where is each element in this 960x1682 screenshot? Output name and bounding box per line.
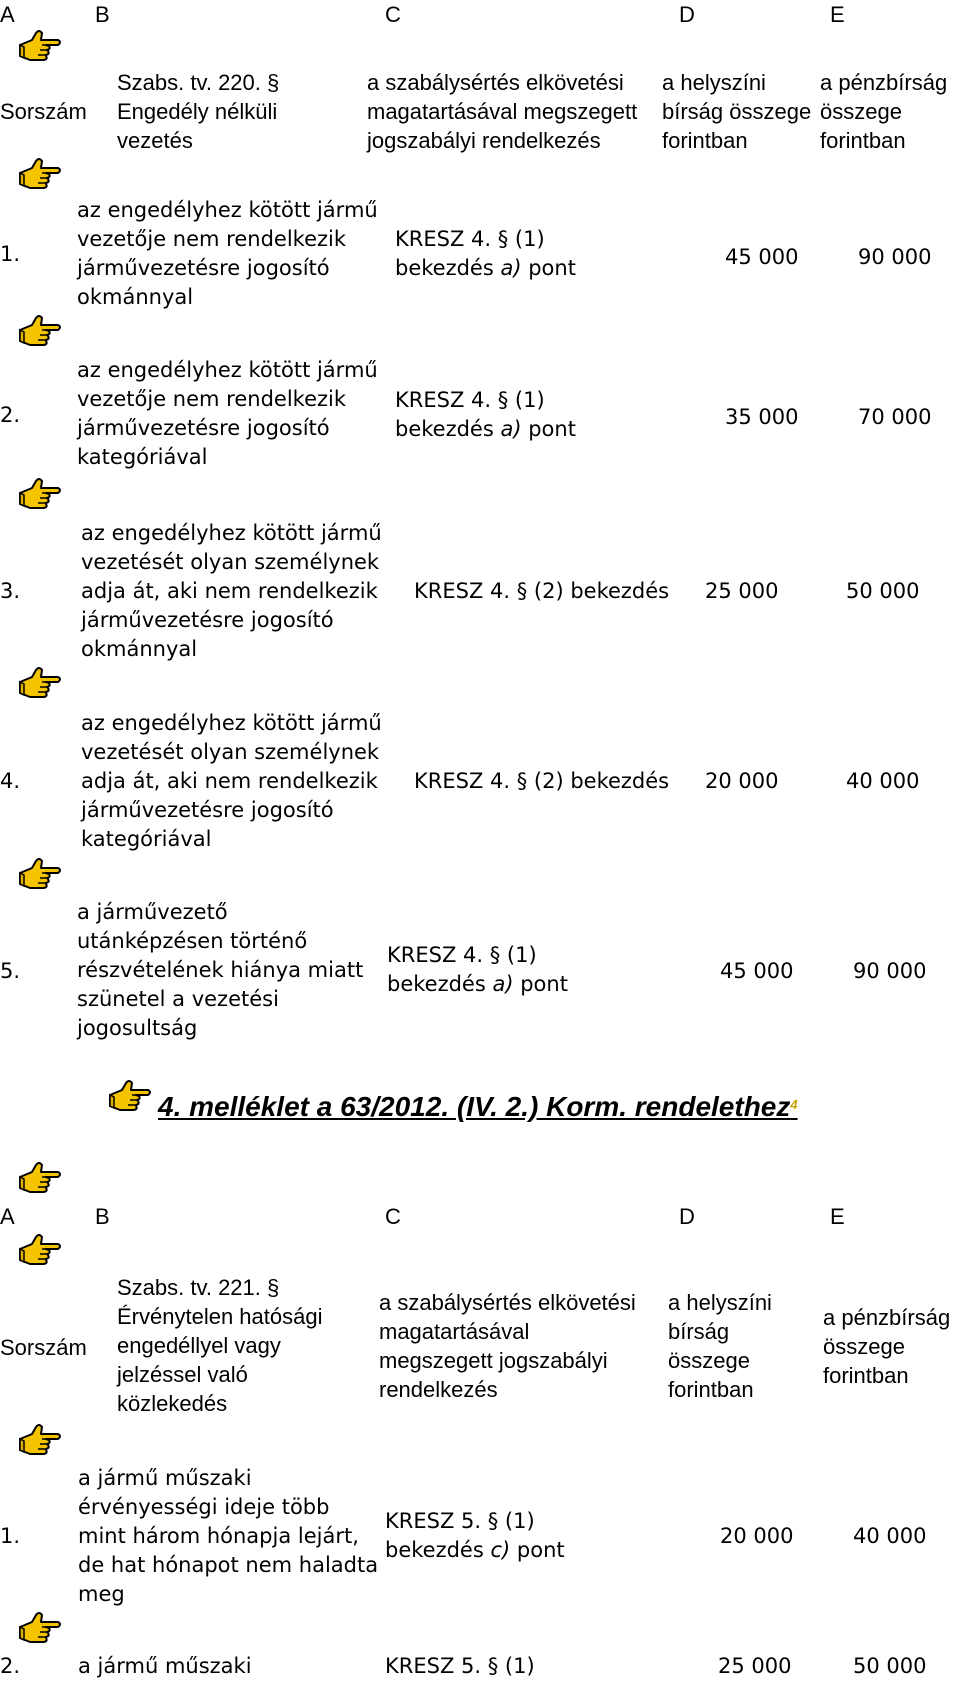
row-fine: 45 000 [720, 959, 794, 983]
header-b: Szabs. tv. 221. § Érvénytelen hatósági engedéllyel vagy jelzéssel való közlekedés [117, 1275, 323, 1416]
column-d-label: D [679, 2, 695, 27]
row-fine: 45 000 [725, 245, 799, 269]
pointing-hand-icon [18, 1232, 62, 1268]
column-c-label: C [385, 2, 401, 27]
pointing-hand-icon [108, 1078, 152, 1114]
row-number: 3. [0, 579, 21, 603]
row-description: az engedélyhez kötött jármű vezetését olyan személynek adja át, aki nem rendelkezik járművezetésre jogosító kategóriával [81, 711, 382, 851]
column-e-label: E [830, 1204, 845, 1229]
header-e: a pénzbírság összege forintban [823, 1305, 951, 1388]
row-fine: 20 000 [705, 769, 779, 793]
column-c-label: C [385, 1204, 401, 1229]
pointing-hand-icon [18, 665, 62, 701]
header-sorszam: Sorszám [0, 99, 87, 124]
row-number: 5. [0, 959, 21, 983]
row-fine: 35 000 [725, 405, 799, 429]
pointing-hand-icon [18, 156, 62, 192]
row-fine: 20 000 [720, 1524, 794, 1548]
row-law-reference: KRESZ 4. § (2) bekezdés [414, 579, 670, 603]
row-penalty: 90 000 [853, 959, 927, 983]
row-description: a jármű műszaki érvényességi ideje több mint három hónapja lejárt, de hat hónapot nem haladta meg [78, 1466, 379, 1606]
column-b-label: B [95, 2, 110, 27]
row-penalty: 40 000 [846, 769, 920, 793]
column-d-label: D [679, 1204, 695, 1229]
header-c: a szabálysértés elkövetési magatartásával megszegett jogszabályi rendelkezés [367, 70, 638, 153]
pointing-hand-icon [18, 1160, 62, 1196]
row-number: 1. [0, 1524, 21, 1548]
pointing-hand-icon [18, 1422, 62, 1458]
pointing-hand-icon [18, 476, 62, 512]
header-c: a szabálysértés elkövetési magatartásával megszegett jogszabályi rendelkezés [379, 1290, 636, 1402]
row-description: az engedélyhez kötött jármű vezetője nem rendelkezik járművezetésre jogosító kategóriával [77, 358, 378, 469]
row-number: 1. [0, 242, 21, 266]
header-e: a pénzbírság összege forintban [820, 70, 948, 153]
row-penalty: 40 000 [853, 1524, 927, 1548]
row-penalty: 90 000 [858, 245, 932, 269]
row-law-reference: KRESZ 5. § (1) bekezdés c) pont [385, 1509, 565, 1562]
pointing-hand-icon [18, 28, 62, 64]
header-d: a helyszíni bírság összege forintban [668, 1290, 772, 1402]
row-penalty: 50 000 [853, 1654, 927, 1678]
pointing-hand-icon [18, 1610, 62, 1646]
column-e-label: E [830, 2, 845, 27]
row-penalty: 50 000 [846, 579, 920, 603]
row-description: az engedélyhez kötött jármű vezetését olyan személynek adja át, aki nem rendelkezik járművezetésre jogosító okmánnyal [81, 521, 382, 661]
row-law-reference: KRESZ 4. § (1) bekezdés a) pont [395, 227, 576, 280]
row-description: a járművezető utánképzésen történő részvételének hiánya miatt szünetel a vezetési jogosultság [77, 900, 364, 1040]
footnote-marker[interactable]: 4 [790, 1097, 798, 1112]
row-description: a jármű műszaki [78, 1654, 252, 1678]
pointing-hand-icon [18, 856, 62, 892]
row-fine: 25 000 [718, 1654, 792, 1678]
row-number: 2. [0, 403, 21, 427]
header-sorszam: Sorszám [0, 1335, 87, 1360]
row-penalty: 70 000 [858, 405, 932, 429]
header-b: Szabs. tv. 220. § Engedély nélküli vezetés [117, 70, 280, 153]
row-law-reference: KRESZ 4. § (1) bekezdés a) pont [395, 388, 576, 441]
column-a-label: A [0, 1204, 15, 1229]
row-number: 4. [0, 769, 21, 793]
header-d: a helyszíni bírság összege forintban [662, 70, 812, 153]
row-law-reference: KRESZ 4. § (1) bekezdés a) pont [387, 943, 568, 996]
column-b-label: B [95, 1204, 110, 1229]
row-law-reference: KRESZ 4. § (2) bekezdés [414, 769, 670, 793]
pointing-hand-icon [18, 313, 62, 349]
row-law-reference: KRESZ 5. § (1) [385, 1654, 535, 1678]
section-title[interactable]: 4. melléklet a 63/2012. (IV. 2.) Korm. rendelethez$^4$ [158, 1091, 798, 1122]
column-a-label: A [0, 2, 15, 27]
row-fine: 25 000 [705, 579, 779, 603]
row-description: az engedélyhez kötött jármű vezetője nem rendelkezik járművezetésre jogosító okmánnyal [77, 198, 378, 309]
row-number: 2. [0, 1654, 21, 1678]
